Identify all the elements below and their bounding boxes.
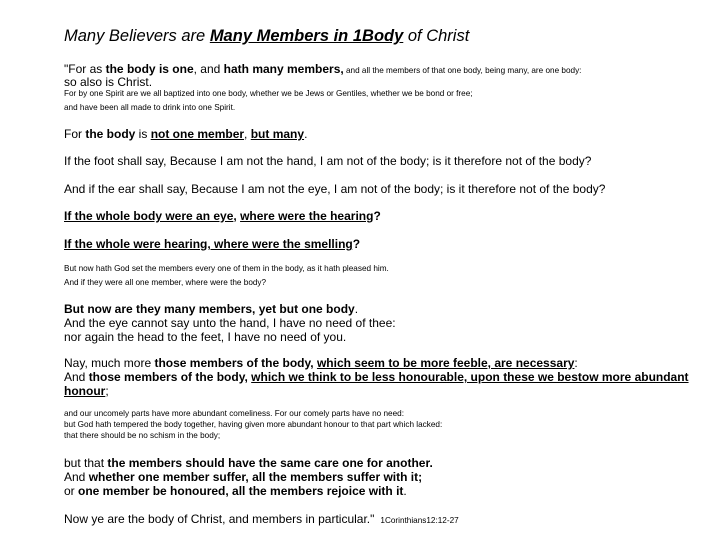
verse-12-line-1: "For as the body is one, and hath many members, and all the members of that one body, being many, are one body:: [64, 62, 582, 76]
page-title: [64, 27, 469, 46]
verse-27: Now ye are the body of Christ, and members in particular." 1Corinthians12:12-27: [64, 512, 459, 526]
verse-18: But now hath God set the members every one of them in the body, as it hath pleased him.: [64, 264, 389, 273]
verse-14: For the body is not one member, but many.: [64, 127, 308, 141]
verse-17b: If the whole were hearing, where were the smelling?: [64, 237, 361, 251]
citation: 1Corinthians12:12-27: [380, 516, 459, 525]
verse-13-line-2: and have been all made to drink into one Spirit.: [64, 103, 236, 112]
verse-25b: but that the members should have the same care one for another.: [64, 456, 433, 470]
verse-25a: that there should be no schism in the body;: [64, 431, 221, 440]
verse-23b: and our uncomely parts have more abundant comeliness. For our comely parts have no need:: [64, 409, 404, 418]
verse-21-line-1: And the eye cannot say unto the hand, I have no need of thee:: [64, 316, 396, 330]
verse-26-line-2: or one member be honoured, all the members rejoice with it.: [64, 484, 407, 498]
verse-20: But now are they many members, yet but one body.: [64, 302, 359, 316]
verse-15: If the foot shall say, Because I am not the hand, I am not of the body; is it therefore not of the body?: [64, 154, 592, 168]
verse-22: Nay, much more those members of the body, which seem to be more feeble, are necessary:: [64, 356, 578, 370]
verse-16: And if the ear shall say, Because I am not the eye, I am not of the body; is it therefore not of the body?: [64, 182, 606, 196]
verse-23-line-1: And those members of the body, which we think to be less honourable, upon these we bestow more abundant: [64, 370, 689, 384]
verse-17a: If the whole body were an eye, where were the hearing?: [64, 209, 381, 223]
title-bold-underlined: Many Members in 1Body: [209, 27, 404, 45]
verse-26-line-1: And whether one member suffer, all the members suffer with it;: [64, 470, 423, 484]
verse-13-line-1: For by one Spirit are we all baptized into one body, whether we be Jews or Gentiles, whether we be bond or free;: [64, 89, 473, 98]
verse-21-line-2: nor again the head to the feet, I have no need of you.: [64, 330, 347, 344]
verse-12-line-2: so also is Christ.: [64, 75, 153, 89]
verse-19: And if they were all one member, where were the body?: [64, 278, 267, 287]
title-pre: Many Believers are: [64, 27, 210, 45]
verse-23-line-2: honour;: [64, 384, 109, 398]
title-post: of Christ: [403, 27, 470, 45]
verse-24: but God hath tempered the body together, having given more abundant honour to that part which lacked:: [64, 420, 443, 429]
